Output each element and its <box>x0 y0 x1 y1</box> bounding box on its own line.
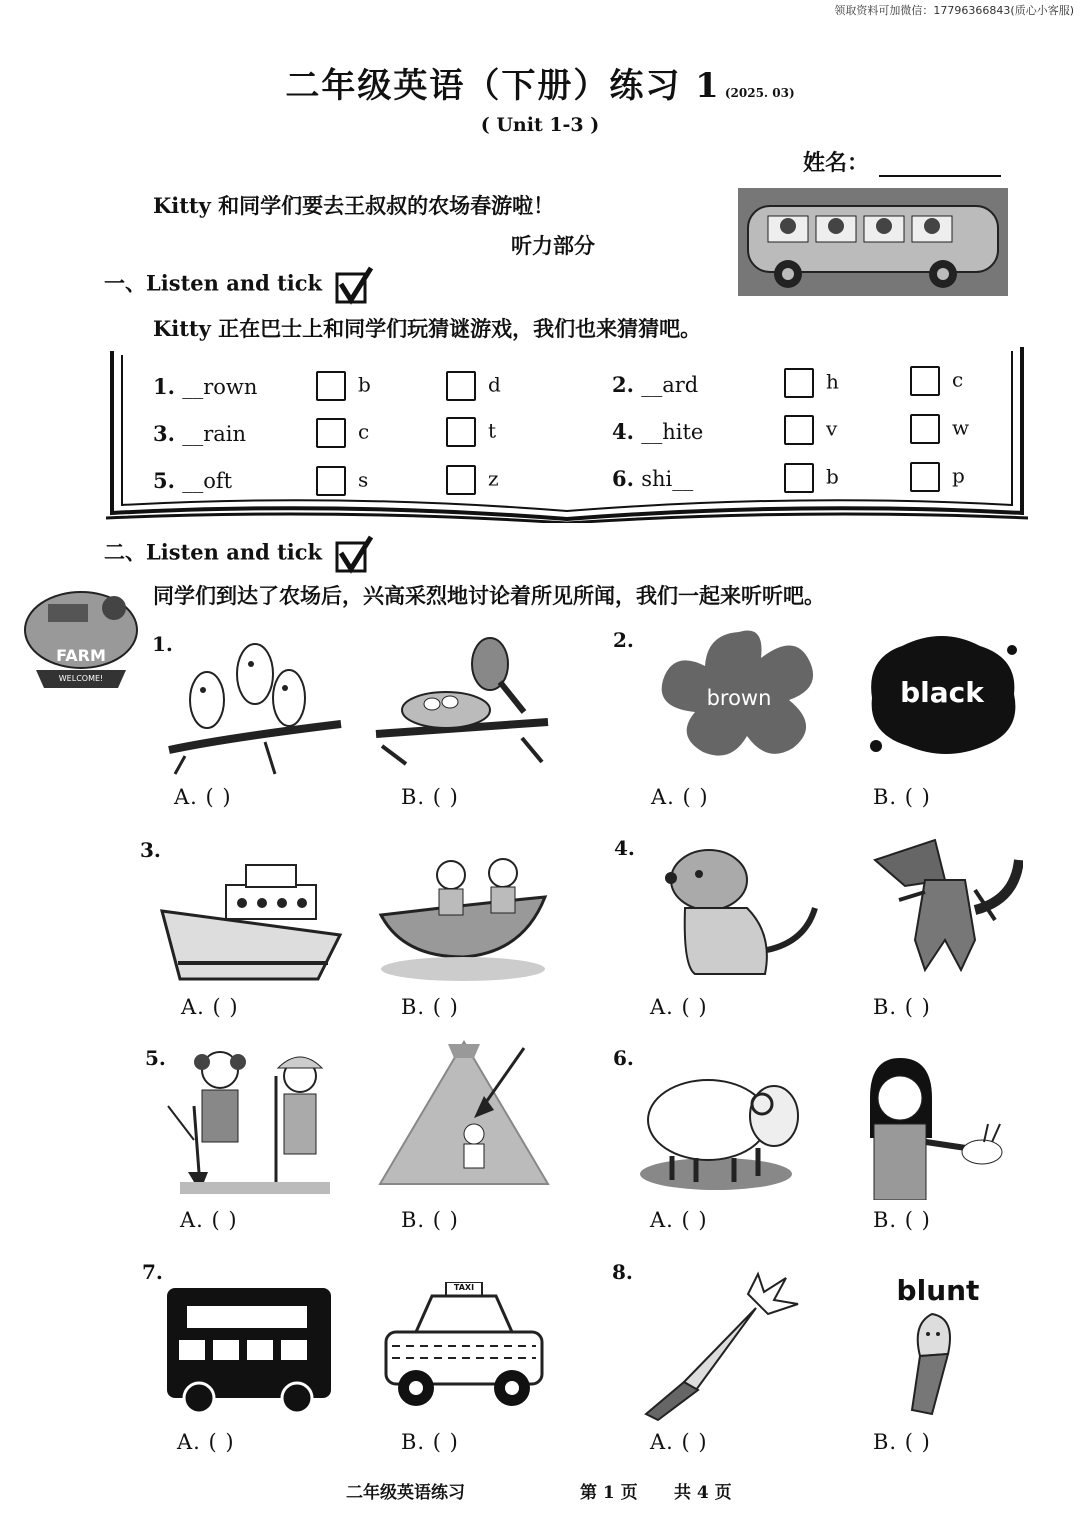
s2-q2-answer-b[interactable]: B. ( ) <box>873 785 931 809</box>
checkbox[interactable] <box>784 463 814 493</box>
s1-q2-option-b[interactable]: c <box>910 366 963 396</box>
s2-q7-number: 7. <box>142 1260 163 1284</box>
s2-q7-answer-a[interactable]: A. ( ) <box>177 1430 235 1454</box>
checkbox[interactable] <box>446 371 476 401</box>
s1-q2-option-a[interactable]: h <box>784 368 839 398</box>
s2-q3-answer-b[interactable]: B. ( ) <box>401 995 459 1019</box>
s2-q8-answer-a[interactable]: A. ( ) <box>650 1430 708 1454</box>
s2-q6-answer-a[interactable]: A. ( ) <box>650 1208 708 1232</box>
checkbox[interactable] <box>316 466 346 496</box>
s1-q4-option-b[interactable]: w <box>910 414 969 444</box>
s1-q4-option-a[interactable]: v <box>784 415 837 445</box>
s2-q1-number: 1. <box>152 632 173 656</box>
section2-desc: 同学们到达了农场后，兴高采烈地讨论着所见所闻，我们一起来听听吧。 <box>153 583 825 608</box>
checkbox[interactable] <box>910 414 940 444</box>
black-splash-icon <box>862 628 1022 762</box>
s1-q1-option-b[interactable]: d <box>446 371 501 401</box>
s2-q5-answer-b[interactable]: B. ( ) <box>401 1208 459 1232</box>
section1-number: 一、 <box>104 270 146 296</box>
section1-title: Listen and tick <box>146 270 323 296</box>
wolf-icon <box>865 830 1023 972</box>
s2-q6-answer-b[interactable]: B. ( ) <box>873 1208 931 1232</box>
girl-rabbit-icon <box>852 1058 1008 1200</box>
brown-label: brown <box>706 686 772 710</box>
checkbox[interactable] <box>316 371 346 401</box>
name-blank-line[interactable] <box>879 155 1001 177</box>
watermark-text: 领取资料可加微信：17796366843(质心小客服) <box>834 4 1074 17</box>
section2-heading <box>104 535 373 575</box>
checkbox[interactable] <box>784 415 814 445</box>
s1-question-6: 6. shi__ <box>612 466 694 491</box>
boat-icon <box>373 845 551 985</box>
s2-q8-number: 8. <box>612 1260 633 1284</box>
s2-q3-answer-a[interactable]: A. ( ) <box>181 995 239 1019</box>
footer-title: 二年级英语练习 <box>346 1483 465 1503</box>
dog-icon <box>655 838 823 980</box>
s2-q4-answer-a[interactable]: A. ( ) <box>650 995 708 1019</box>
s1-q1-option-a[interactable]: b <box>316 371 371 401</box>
s2-q2-number: 2. <box>613 628 634 652</box>
birds-on-branch-icon <box>165 628 345 778</box>
black-label: black <box>900 676 984 709</box>
farm-sign-icon <box>22 590 140 694</box>
unit-subtitle: ( Unit 1-3 ) <box>480 114 600 136</box>
s1-question-1: 1. __rown <box>153 374 258 399</box>
title-date: (2025. 03) <box>724 86 795 100</box>
farm-welcome-text: WELCOME! <box>58 674 104 683</box>
intro-text: Kitty 和同学们要去王叔叔的农场春游啦！ <box>153 193 555 218</box>
bird-nest-icon <box>372 626 550 776</box>
s2-q6-number: 6. <box>613 1046 634 1070</box>
s1-question-2: 2. __ard <box>612 372 699 397</box>
s1-question-3: 3. __rain <box>153 421 247 446</box>
tick-box-icon <box>335 266 373 306</box>
checkbox[interactable] <box>784 368 814 398</box>
s2-q7-answer-b[interactable]: B. ( ) <box>401 1430 459 1454</box>
checkbox[interactable] <box>446 465 476 495</box>
checkbox[interactable] <box>910 366 940 396</box>
blunt-knife-icon <box>872 1274 1004 1424</box>
blunt-label: blunt <box>896 1274 980 1307</box>
s2-q1-answer-a[interactable]: A. ( ) <box>174 785 232 809</box>
s1-question-4: 4. __hite <box>612 419 704 444</box>
s2-q1-answer-b[interactable]: B. ( ) <box>401 785 459 809</box>
title-text: 二年级英语（下册）练习 1 <box>285 66 721 106</box>
s1-q3-option-a[interactable]: c <box>316 418 369 448</box>
section2-title: Listen and tick <box>146 539 323 565</box>
name-field <box>803 146 1001 177</box>
s2-q2-answer-a[interactable]: A. ( ) <box>651 785 709 809</box>
s1-question-5: 5. __oft <box>153 468 233 493</box>
s1-q6-option-a[interactable]: b <box>784 463 839 493</box>
checkbox[interactable] <box>446 417 476 447</box>
footer-total: 共 4 页 <box>674 1483 732 1503</box>
taxi-sign-text: TAXI <box>453 1283 475 1292</box>
page-title <box>0 58 1080 107</box>
sharp-knife-icon <box>638 1270 804 1422</box>
section1-desc: Kitty 正在巴士上和同学们玩猜谜游戏，我们也来猜猜吧。 <box>153 316 702 341</box>
tick-box-icon <box>335 535 373 575</box>
s2-q8-answer-b[interactable]: B. ( ) <box>873 1430 931 1454</box>
haystack-icon <box>378 1038 550 1194</box>
s2-q5-number: 5. <box>145 1046 166 1070</box>
ship-icon <box>158 855 344 985</box>
bus-icon <box>163 1284 335 1416</box>
brown-splash-icon <box>655 624 823 764</box>
s2-q4-number: 4. <box>614 836 635 860</box>
taxi-icon <box>382 1282 546 1416</box>
s2-q3-number: 3. <box>140 838 161 862</box>
s1-q6-option-b[interactable]: p <box>910 462 965 492</box>
s1-q5-option-b[interactable]: z <box>446 465 499 495</box>
s1-q3-option-b[interactable]: t <box>446 417 496 447</box>
name-label: 姓名： <box>803 150 870 176</box>
section2-number: 二、 <box>104 539 146 565</box>
farmers-tools-icon <box>160 1046 338 1196</box>
checkbox[interactable] <box>316 418 346 448</box>
s2-q4-answer-b[interactable]: B. ( ) <box>873 995 931 1019</box>
school-bus-icon <box>738 188 1008 296</box>
s2-q5-answer-a[interactable]: A. ( ) <box>180 1208 238 1232</box>
s1-q5-option-a[interactable]: s <box>316 466 368 496</box>
footer-page: 第 1 页 <box>580 1483 638 1503</box>
checkbox[interactable] <box>910 462 940 492</box>
farm-sign-text: FARM <box>56 646 106 665</box>
section1-heading <box>104 266 373 306</box>
sheep-icon <box>636 1064 814 1194</box>
part-label: 听力部分 <box>511 233 595 258</box>
